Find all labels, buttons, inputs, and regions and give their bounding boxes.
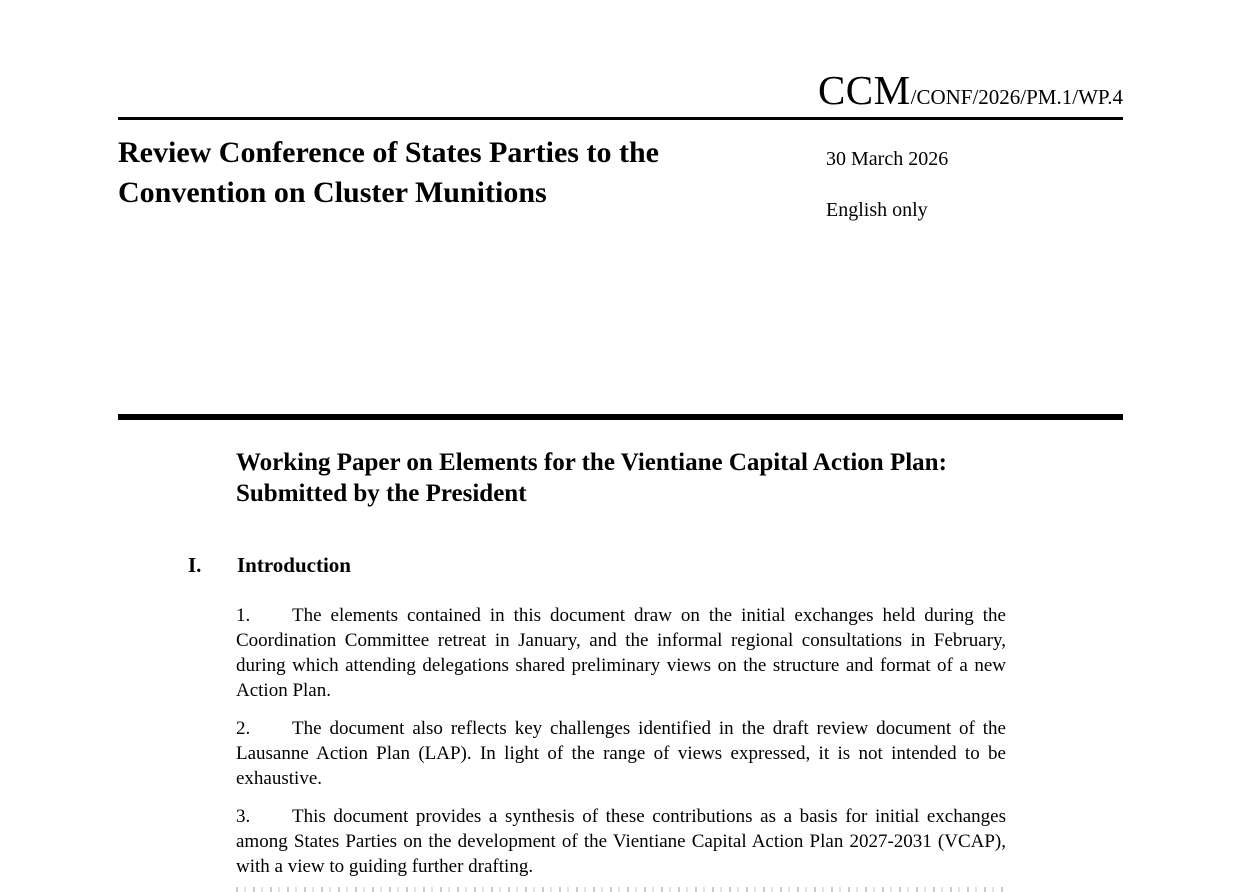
paragraph-text: The elements contained in this document draw on the initial exchanges held during the Coordination Committee retreat in January, and the informal regional consultations in February, during which attending delegations shared preliminary views on the structure and format of a new Action Plan. — [236, 605, 1006, 701]
document-date: 30 March 2026 — [826, 148, 949, 170]
section-heading-label: Introduction — [237, 553, 351, 577]
paragraph-text: This document provides a synthesis of these contributions as a basis for initial exchanges among States Parties on the development of the Vientiane Capital Action Plan 2027-2031 (VCAP), with a view to guiding further drafting. — [236, 806, 1006, 877]
paragraph-number: 3. — [236, 806, 251, 827]
paragraph — [236, 716, 1006, 791]
conference-title: Review Conference of States Parties to the Convention on Cluster Munitions — [118, 136, 659, 209]
clipped-next-paragraph-top — [236, 887, 1008, 892]
document-symbol-prefix: CCM — [817, 67, 911, 113]
body-text — [236, 603, 1006, 892]
paragraph-text: The document also reflects key challenges identified in the draft review document of the Lausanne Action Plan (LAP). In light of the range of views expressed, it is not intended to be exhaustive. — [236, 718, 1006, 789]
section-heading — [188, 552, 351, 578]
paragraph-number: 1. — [236, 605, 251, 626]
section-numeral: I. — [188, 553, 202, 577]
document-symbol-suffix: /CONF/2026/PM.1/WP.4 — [910, 85, 1123, 109]
paper-title: Working Paper on Elements for the Vientiane Capital Action Plan: Submitted by the President — [236, 449, 947, 507]
paragraph — [236, 603, 1006, 703]
language-note: English only — [826, 199, 928, 221]
divider-rule — [118, 414, 1123, 420]
document-symbol — [817, 67, 1123, 113]
paragraph-number: 2. — [236, 718, 251, 739]
paragraph — [236, 804, 1006, 879]
header-rule — [118, 117, 1123, 120]
